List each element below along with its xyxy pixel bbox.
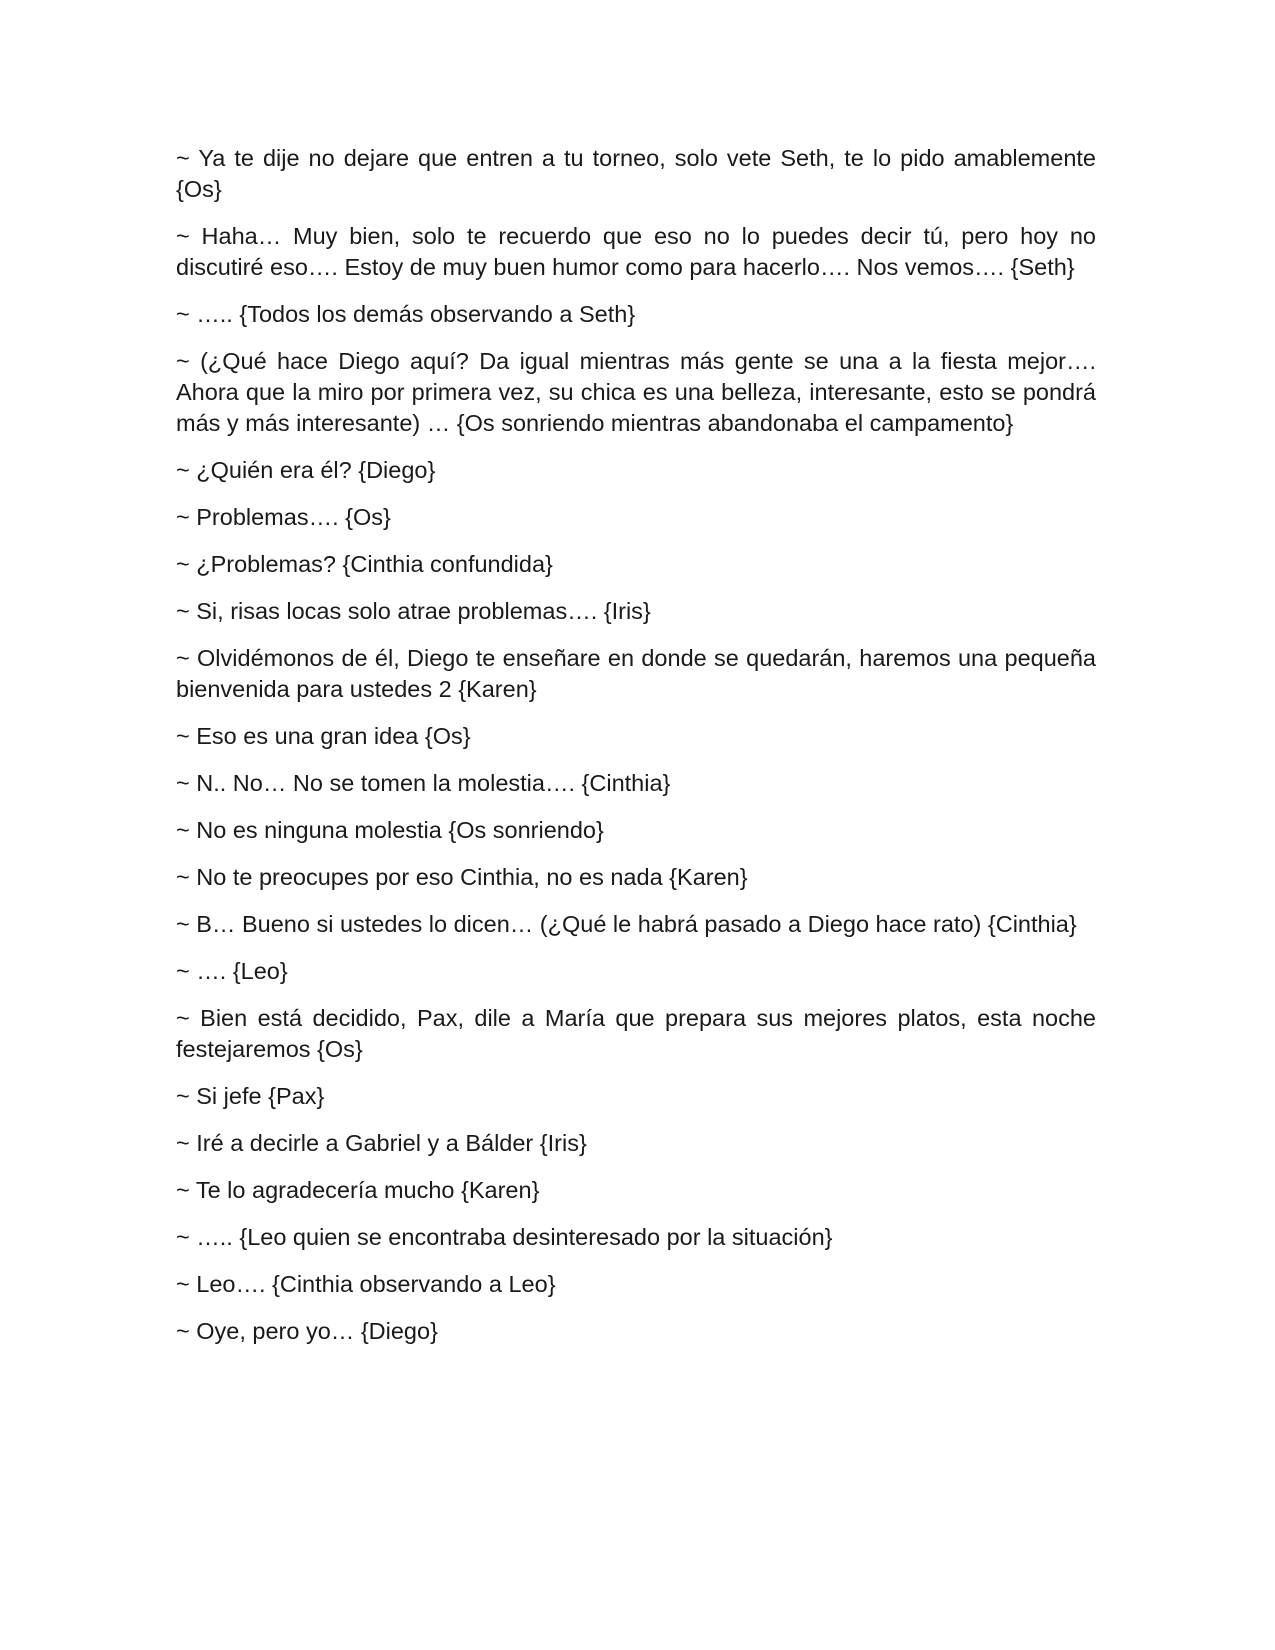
dialogue-line: ~ ¿Problemas? {Cinthia confundida} bbox=[176, 551, 553, 577]
dialogue-line: ~ No te preocupes por eso Cinthia, no es nada {Karen} bbox=[176, 864, 748, 890]
dialogue-line: ~ Bien está decidido, Pax, dile a María que prepara sus mejores platos, esta noche festejaremos {Os} bbox=[176, 1005, 1096, 1062]
dialogue-line: ~ Haha… Muy bien, solo te recuerdo que eso no lo puedes decir tú, pero hoy no discutiré eso…. Estoy de muy buen humor como para hacerlo…. Nos vemos…. {Seth} bbox=[176, 223, 1096, 280]
dialogue-line: ~ Iré a decirle a Gabriel y a Bálder {Iris} bbox=[176, 1130, 587, 1156]
dialogue-line: ~ Olvidémonos de él, Diego te enseñare en donde se quedarán, haremos una pequeña bienvenida para ustedes 2 {Karen} bbox=[176, 645, 1096, 702]
dialogue-text bbox=[176, 143, 1096, 1363]
dialogue-line: ~ ….. {Todos los demás observando a Seth} bbox=[176, 301, 636, 327]
dialogue-line: ~ (¿Qué hace Diego aquí? Da igual mientras más gente se una a la fiesta mejor…. Ahora que la miro por primera vez, su chica es una belleza, interesante, esto se pondrá más y más interesante) … {Os sonriendo mientras abandonaba el campamento} bbox=[176, 348, 1096, 436]
dialogue-line: ~ No es ninguna molestia {Os sonriendo} bbox=[176, 817, 604, 843]
dialogue-line: ~ Eso es una gran idea {Os} bbox=[176, 723, 471, 749]
dialogue-line: ~ B… Bueno si ustedes lo dicen… (¿Qué le habrá pasado a Diego hace rato) {Cinthia} bbox=[176, 911, 1077, 937]
dialogue-line: ~ N.. No… No se tomen la molestia…. {Cinthia} bbox=[176, 770, 671, 796]
dialogue-line: ~ ¿Quién era él? {Diego} bbox=[176, 457, 436, 483]
dialogue-line: ~ Ya te dije no dejare que entren a tu torneo, solo vete Seth, te lo pido amablemente {Os} bbox=[176, 145, 1096, 202]
dialogue-line: ~ …. {Leo} bbox=[176, 958, 288, 984]
dialogue-line: ~ ….. {Leo quien se encontraba desinteresado por la situación} bbox=[176, 1224, 833, 1250]
dialogue-line: ~ Oye, pero yo… {Diego} bbox=[176, 1318, 438, 1344]
dialogue-line: ~ Leo…. {Cinthia observando a Leo} bbox=[176, 1271, 556, 1297]
dialogue-line: ~ Si jefe {Pax} bbox=[176, 1083, 325, 1109]
dialogue-line: ~ Te lo agradecería mucho {Karen} bbox=[176, 1177, 540, 1203]
dialogue-line: ~ Problemas…. {Os} bbox=[176, 504, 391, 530]
dialogue-line: ~ Si, risas locas solo atrae problemas…. {Iris} bbox=[176, 598, 651, 624]
